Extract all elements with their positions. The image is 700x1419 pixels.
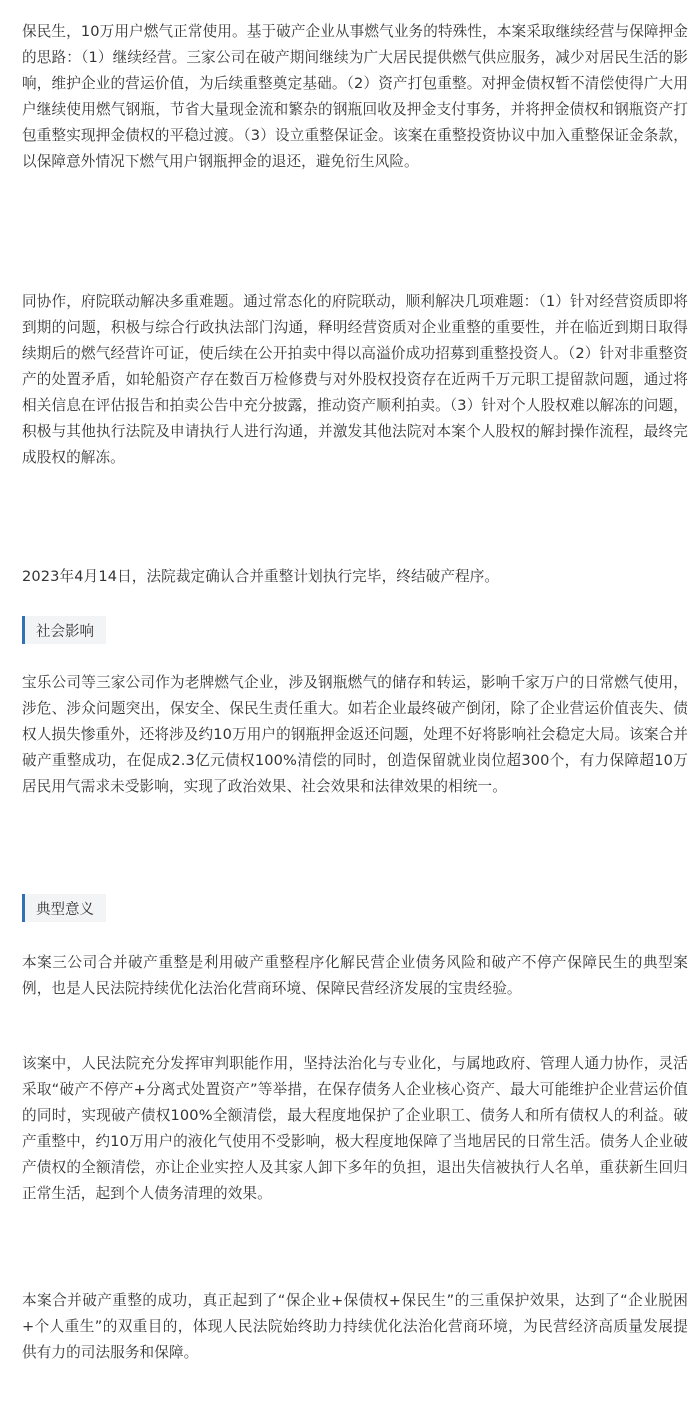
paragraph-conclusion: 本案合并破产重整的成功，真正起到了“保企业+保债权+保民生”的三重保护效果，达到了“企业脱困+个人重生”的双重目的，体现人民法院始终助力持续优化法治化营商环境，为民营经济高质量发展提供有力的司法服务和保障。 — [22, 1292, 688, 1361]
paragraph-social-impact: 宝乐公司等三家公司作为老牌燃气企业，涉及钢瓶燃气的储存和转运，影响千家万户的日常燃气使用，涉危、涉众问题突出，保安全、保民生责任重大。如若企业最终破产倒闭，除了企业营运价值丧失、债权人损失惨重外，还将涉及约10万用户的钢瓶押金返还问题，处理不好将影响社会稳定大局。该案合并破产重整成功，在促成2.3亿元债权100%清偿的同时，创造保留就业岗位超300个，有力保障超10万居民用气需求未受影响，实现了政治效果、社会效果和法律效果的相统一。 — [22, 674, 688, 795]
paragraph-typical-case: 本案三公司合并破产重整是利用破产重整程序化解民营企业债务风险和破产不停产保障民生的典型案例，也是人民法院持续优化法治化营商环境、保障民营经济发展的宝贵经验。 — [22, 954, 688, 997]
section-heading-label: 典型意义 — [36, 901, 94, 918]
paragraph-protect-livelihood: 保民生，10万用户燃气正常使用。基于破产企业从事燃气业务的特殊性，本案采取继续经营与保障押金的思路：（1）继续经营。三家公司在破产期间继续为广大居民提供燃气供应服务，减少对居民生活的影响，维护企业的营运价值，为后续重整奠定基础。（2）资产打包重整。对押金债权暂不清偿使得广大用户继续使用燃气钢瓶，节省大量现金流和繁杂的钢瓶回收及押金支付事务，并将押金债权和钢瓶资产打包重整实现押金债权的平稳过渡。（3）设立重整保证金。该案在重整投资协议中加入重整保证金条款，以保障意外情况下燃气用户钢瓶押金的退还，避免衍生风险。 — [22, 23, 688, 170]
section-heading-label: 社会影响 — [36, 623, 94, 640]
section-heading-typical-significance — [22, 894, 106, 922]
section-heading-social-impact — [22, 616, 106, 644]
paragraph-ruling-date: 2023年4月14日，法院裁定确认合并重整计划执行完毕，终结破产程序。 — [22, 568, 500, 585]
paragraph-government-court-coordination: 同协作，府院联动解决多重难题。通过常态化的府院联动，顺利解决几项难题：（1）针对经营资质即将到期的问题，积极与综合行政执法部门沟通，释明经营资质对企业重整的重要性，并在临近到期日取得续期后的燃气经营许可证，使后续在公开拍卖中得以高溢价成功招募到重整投资人。（2）针对非重整资产的处置矛盾，如轮船资产存在数百万检修费与对外股权投资存在近两千万元职工提留款问题，通过将相关信息在评估报告和拍卖公告中充分披露，推动资产顺利拍卖。（3）针对个人股权难以解冻的问题，积极与其他执行法院及申请执行人进行沟通，并激发其他法院对本案个人股权的解封操作流程，最终完成股权的解冻。 — [22, 293, 688, 466]
paragraph-court-role: 该案中，人民法院充分发挥审判职能作用，坚持法治化与专业化，与属地政府、管理人通力协作，灵活采取“破产不停产+分离式处置资产”等举措，在保存债务人企业核心资产、最大可能维护企业营运价值的同时，实现破产债权100%全额清偿，最大程度地保护了企业职工、债务人和所有债权人的利益。破产重整中，约10万用户的液化气使用不受影响，极大程度地保障了当地居民的日常生活。债务人企业破产债权的全额清偿，亦让企业实控人及其家人卸下多年的负担，退出失信被执行人名单，重获新生回归正常生活，起到个人债务清理的效果。 — [22, 1055, 688, 1202]
